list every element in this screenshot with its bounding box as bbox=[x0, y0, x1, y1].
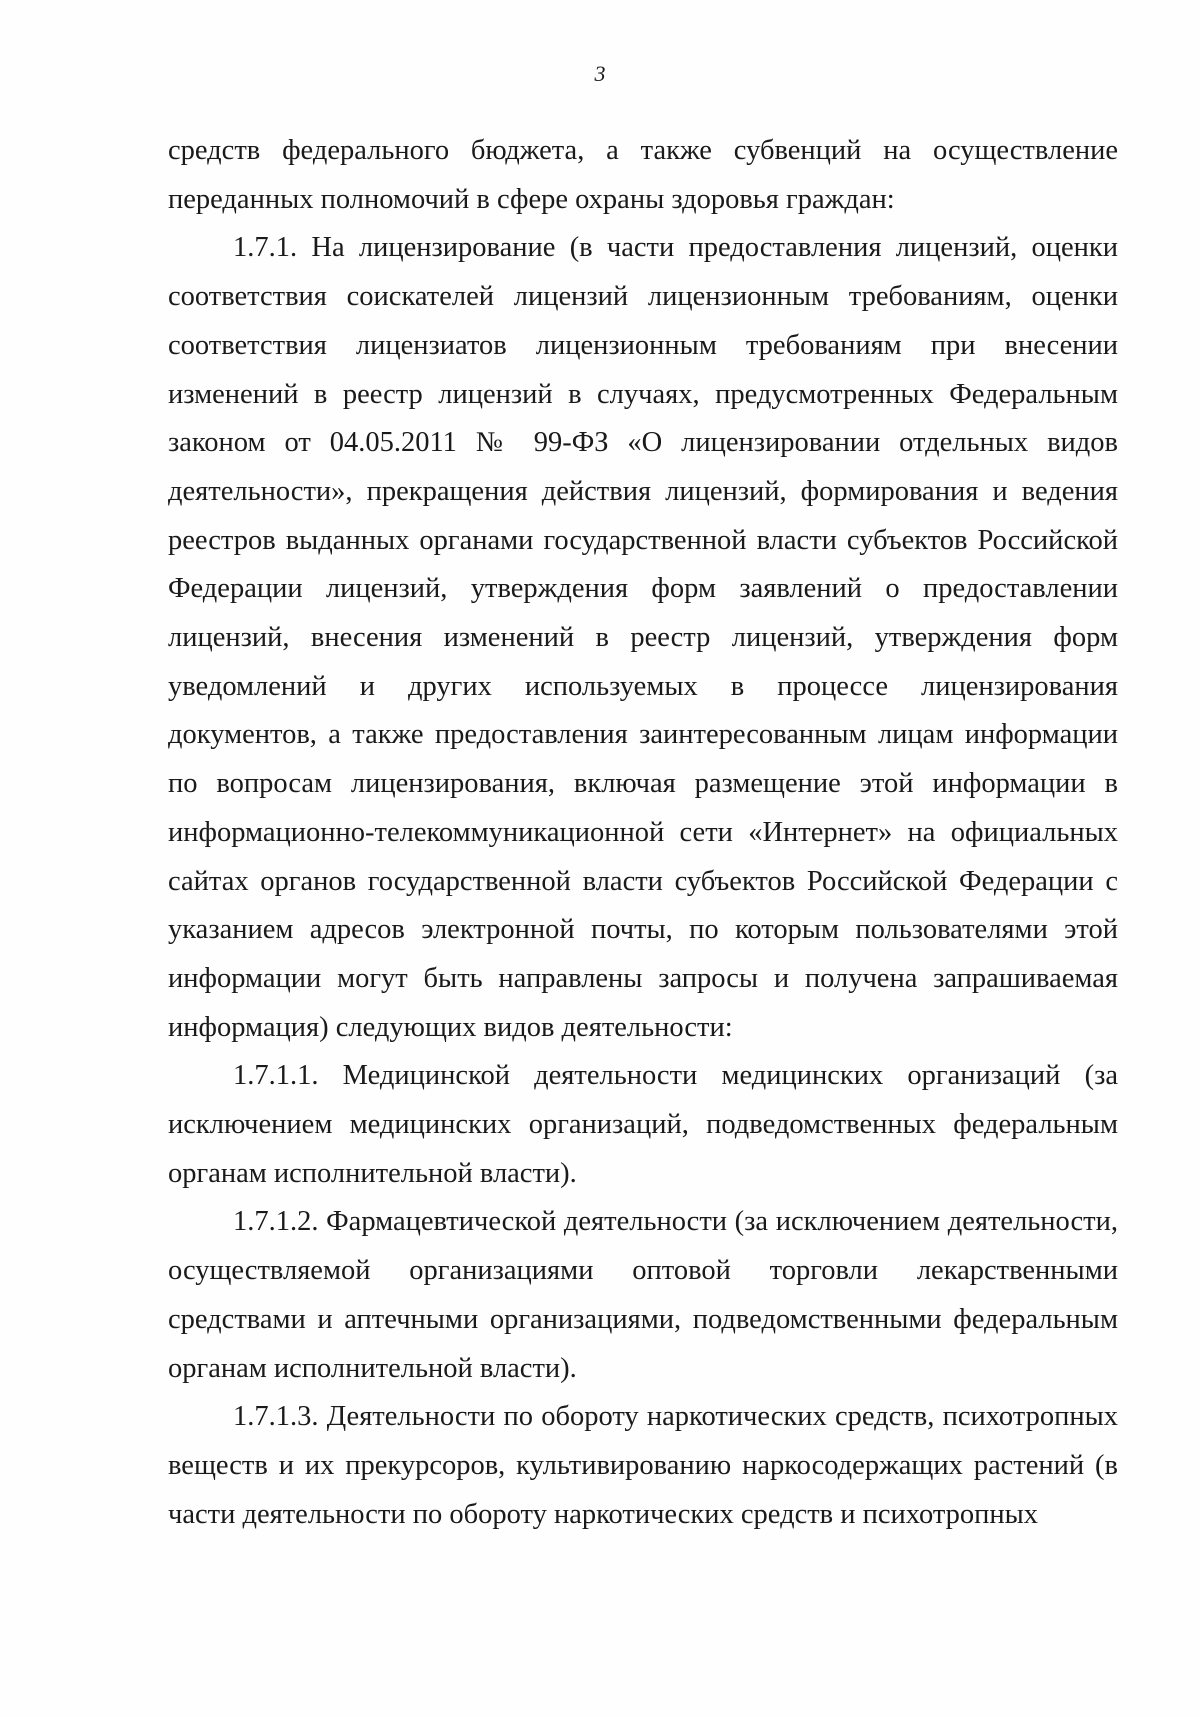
paragraph-1-7-1-1: 1.7.1.1. Медицинской деятельности медицинских организаций (за исключением медицинских организаций, подведомственных федеральным органам исполнительной власти). bbox=[168, 1060, 1118, 1189]
paragraph-1-7-1: 1.7.1. На лицензирование (в части предоставления лицензий, оценки соответствия соискателей лицензий лицензионным требованиям, оценки соответствия лицензиатов лицензионным требованиям при внесении изменений в реестр лицензий в случаях, предусмотренных Федеральным законом от 04.05.2011 № 99-ФЗ «О лицензировании отдельных видов деятельности», прекращения действия лицензий, формирования и ведения реестров выданных органами государственной власти субъектов Российской Федерации лицензий, утверждения форм заявлений о предоставлении лицензий, внесения изменений в реестр лицензий, утверждения форм уведомлений и других используемых в процессе лицензирования документов, а также предоставления заинтересованным лицам информации по вопросам лицензирования, включая размещение этой информации в информационно-телекоммуникационной сети «Интернет» на официальных сайтах органов государственной власти субъектов Российской Федерации с указанием адресов электронной почты, по которым пользователями этой информации могут быть направлены запросы и получена запрашиваемая информация) следующих видов деятельности: bbox=[168, 232, 1118, 1043]
paragraph-1-7-1-3: 1.7.1.3. Деятельности по обороту наркотических средств, психотропных веществ и их прекурсоров, культивированию наркосодержащих растений (в части деятельности по обороту наркотических средств и психотропных bbox=[168, 1401, 1118, 1530]
paragraph-1-7-1-2: 1.7.1.2. Фармацевтической деятельности (за исключением деятельности, осуществляемой организациями оптовой торговли лекарственными средствами и аптечными организациями, подведомственными федеральным органам исполнительной власти). bbox=[168, 1206, 1118, 1384]
page-number: 3 bbox=[594, 61, 606, 86]
paragraph-intro: средств федерального бюджета, а также субвенций на осуществление переданных полномочий в сфере охраны здоровья граждан: bbox=[168, 135, 1118, 215]
document-body bbox=[168, 127, 1118, 1539]
